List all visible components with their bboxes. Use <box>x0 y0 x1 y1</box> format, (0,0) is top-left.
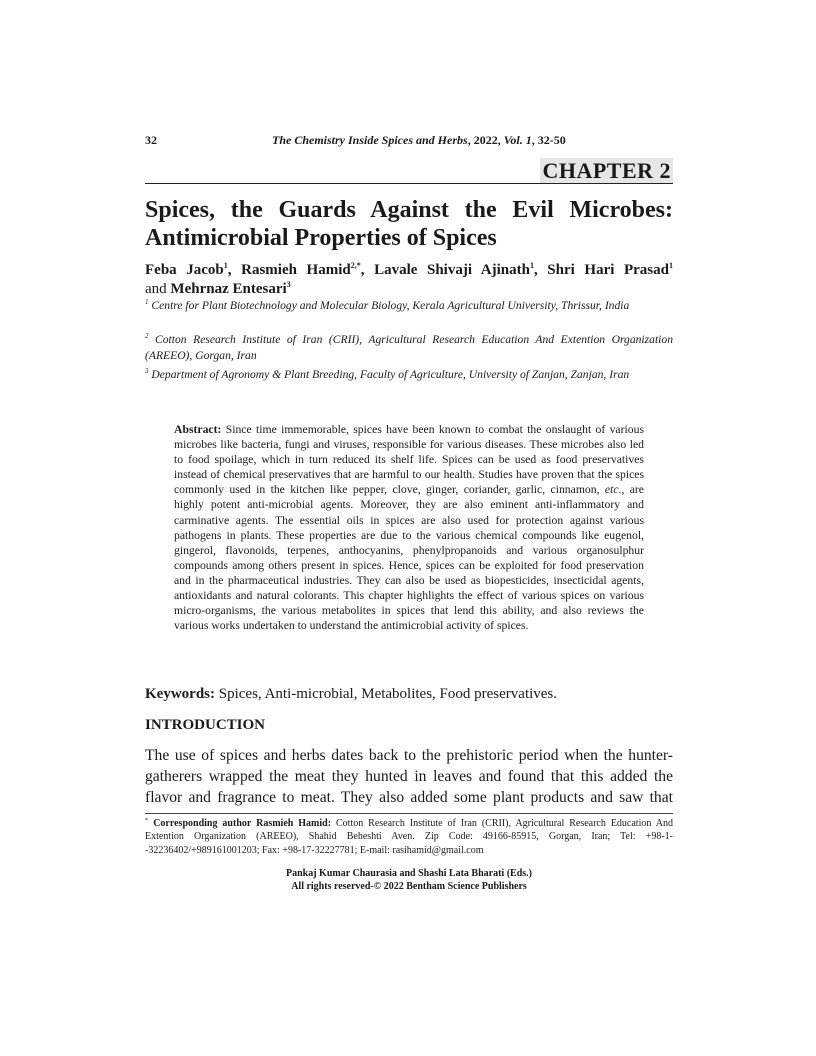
author-separator: , <box>227 262 242 278</box>
affiliation-text: Cotton Research Institute of Iran (CRII), Agricultural Research Education And Extention Organization (AREEO), Gorgan, Iran <box>145 333 673 362</box>
abstract <box>174 422 644 633</box>
abstract-text: Since time immemorable, spices have been known to combat the onslaught of various microbes like bacteria, fungi and viruses, responsible for various diseases. These microbes also led to food spoilage, which in turn reduced its shelf life. Spices can be used as food preservatives instead of chemical preservatives that are harmful to our health. Studies have proven that the spices commonly used in the kitchen like pepper, clove, ginger, coriander, garlic, cinnamon, <box>174 423 644 497</box>
author-list <box>145 261 673 299</box>
footnote-marker: * <box>145 817 149 824</box>
affiliation-marker: 1 <box>145 298 149 306</box>
affiliation <box>145 298 673 314</box>
affiliation <box>145 332 673 364</box>
author-row-2 <box>145 281 291 297</box>
chapter-label: CHAPTER 2 <box>542 158 671 183</box>
affiliation-text: Department of Agronomy & Plant Breeding, Faculty of Agriculture, University of Zanjan, Zanjan, Iran <box>151 368 630 381</box>
abstract-label: Abstract: <box>174 423 222 436</box>
footnote-label: Corresponding author Rasmieh Hamid: <box>148 818 332 829</box>
chapter-title-line-1: Spices, the Guards Against the Evil Microbes: <box>145 197 673 223</box>
author-name: Lavale Shivaji Ajinath <box>374 262 530 278</box>
journal-year: , 2022, <box>467 133 504 147</box>
affiliation-marker: 3 <box>145 367 149 375</box>
copyright-line: All rights reserved-© 2022 Bentham Science Publishers <box>291 881 527 892</box>
author-affiliation-marker: 2,* <box>350 261 361 270</box>
author-row-1 <box>145 261 673 280</box>
author-name: Shri Hari Prasad <box>547 262 669 278</box>
keywords <box>145 684 673 704</box>
journal-title: The Chemistry Inside Spices and Herbs <box>272 133 468 147</box>
chapter-title-line-2: Antimicrobial Properties of Spices <box>145 225 497 251</box>
footnote-divider <box>145 813 673 814</box>
author-affiliation-marker: 1 <box>529 261 534 270</box>
author-separator: , <box>533 262 548 278</box>
journal-pages: , 32-50 <box>531 133 566 147</box>
corresponding-author-footnote <box>145 817 673 857</box>
introduction-paragraph: The use of spices and herbs dates back to the prehistoric period when the hunter-gatherers wrapped the meat they hunted in leaves and found that this added the flavor and fragrance to meat. They also added some plant products and saw that <box>145 747 673 806</box>
author-conjunction: and <box>145 281 171 297</box>
affiliation-text: Centre for Plant Biotechnology and Molecular Biology, Kerala Agricultural University, Thrissur, India <box>151 299 630 312</box>
author-separator: , <box>360 262 375 278</box>
keywords-label: Keywords: <box>145 686 215 702</box>
chapter-title <box>145 196 673 252</box>
affiliation <box>145 367 673 383</box>
author-name: Feba Jacob <box>145 262 224 278</box>
chapter-divider <box>145 183 673 184</box>
keywords-text: Spices, Anti-microbial, Metabolites, Food preservatives. <box>215 686 558 702</box>
journal-volume: Vol. 1 <box>503 133 532 147</box>
page-number: 32 <box>145 133 157 147</box>
section-heading-introduction: INTRODUCTION <box>145 717 266 733</box>
editors-names: Pankaj Kumar Chaurasia and Shashi Lata Bharati (Eds.) <box>286 868 532 879</box>
footnote-text: Cotton Research Institute of Iran (CRII), Agricultural Research Education And Extention Organization (AREEO), Shahid Beheshti Aven. Zip Code: 49166-85915, Gorgan, Iran; Tel: +98-1--32236402/+989161001203; Fax: +98-17-32227781; E-mail: rasihamid@gmail.com <box>145 818 673 856</box>
abstract-text-continued: ., are highly potent anti-microbial agents. Moreover, they are also eminent anti-inflammatory and carminative agents. The essential oils in spices are also used for protection against various pathogens in plants. These properties are due to the various chemical compounds like eugenol, gingerol, flavonoids, terpenes, anthocyanins, phenylpropanoids and various organosulphur compounds among others present in spices. Hence, spices can be exploited for food preservation and in the pharmaceutical industries. They can also be used as biopesticides, insecticidal agents, antioxidants and natural colorants. This chapter highlights the effect of various spices on various micro-organisms, the various metabolites in spices that lend this ability, and also reviews the various works undertaken to understand the antimicrobial activity of spices. <box>174 483 644 633</box>
author-affiliation-marker: 1 <box>223 261 228 270</box>
abstract-etc: etc <box>604 483 619 497</box>
author-name: Mehrnaz Entesari <box>170 281 287 297</box>
author-affiliation-marker: 1 <box>669 261 673 270</box>
editors-credit <box>145 867 673 893</box>
author-affiliation-marker: 3 <box>286 280 291 289</box>
author-name: Rasmieh Hamid <box>241 262 351 278</box>
journal-citation <box>272 133 566 148</box>
affiliation-marker: 2 <box>145 332 149 340</box>
